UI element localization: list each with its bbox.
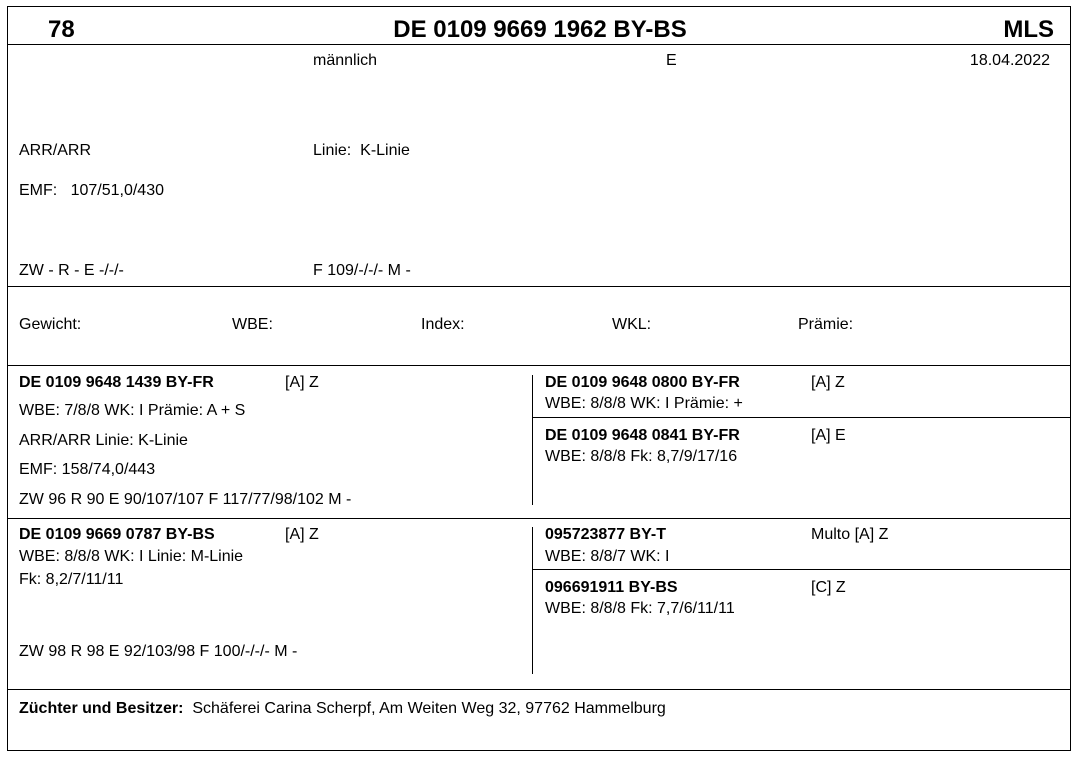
line-value: K-Linie [360, 142, 410, 159]
index-label: Index: [421, 316, 465, 333]
line-label: Linie: [313, 142, 352, 159]
header-divider [8, 44, 1070, 45]
animal-catalog-card [7, 6, 1071, 751]
sire-id: DE 0109 9648 1439 BY-FR [19, 374, 214, 391]
breeder-info [19, 699, 666, 719]
breeder-label: Züchter und Besitzer: [19, 700, 184, 717]
catalog-number: 78 [48, 16, 75, 43]
sire-dam-line-1: WBE: 8/8/8 Fk: 8,7/9/17/16 [545, 448, 738, 465]
dam-sub-divider [532, 569, 1070, 570]
zw-values: ZW - R - E -/-/- [19, 262, 124, 279]
parents-divider [8, 518, 1070, 519]
dam-sire-line-1: WBE: 8/8/7 WK: I [545, 548, 670, 565]
dam-dam-line-1: WBE: 8/8/8 Fk: 7,7/6/11/11 [545, 600, 735, 617]
footer-divider [8, 689, 1070, 690]
emf-info [19, 181, 164, 201]
sire-sire-id: DE 0109 9648 0800 BY-FR [545, 374, 740, 391]
sire-line-3: EMF: 158/74,0/443 [19, 461, 156, 478]
scores-divider [8, 365, 1070, 366]
premium-label: Prämie: [798, 316, 854, 333]
date: 18.04.2022 [969, 52, 1050, 69]
breed-code: MLS [1003, 16, 1054, 43]
sire-tags: [A] Z [285, 374, 319, 391]
line-info [313, 141, 410, 161]
sire-line-4: ZW 96 R 90 E 90/107/107 F 117/77/98/102 M - [19, 491, 352, 508]
dam-id: DE 0109 9669 0787 BY-BS [19, 526, 215, 543]
weight-label: Gewicht: [19, 316, 82, 333]
dam-dam-id: 096691911 BY-BS [545, 579, 678, 596]
info-divider [8, 286, 1070, 287]
sex: männlich [313, 52, 378, 69]
emf-value: 107/51,0/430 [70, 182, 164, 199]
sire-sub-divider [532, 417, 1070, 418]
dam-tags: [A] Z [285, 526, 319, 543]
sire-sire-line-1: WBE: 8/8/8 WK: I Prämie: + [545, 395, 743, 412]
f-values: F 109/-/-/- M - [313, 262, 411, 279]
wbe-label: WBE: [232, 316, 273, 333]
sire-sire-tags: [A] Z [811, 374, 845, 391]
dam-vertical-divider [532, 527, 533, 674]
ear-tag-title: DE 0109 9669 1962 BY-BS [393, 16, 687, 43]
sire-dam-id: DE 0109 9648 0841 BY-FR [545, 427, 740, 444]
genotype: ARR/ARR [19, 142, 92, 159]
dam-line-3: ZW 98 R 98 E 92/103/98 F 100/-/-/- M - [19, 643, 298, 660]
sire-line-1: WBE: 7/8/8 WK: I Prämie: A + S [19, 402, 246, 419]
dam-dam-tags: [C] Z [811, 579, 846, 596]
dam-line-1: WBE: 8/8/8 WK: I Linie: M-Linie [19, 548, 244, 565]
dam-line-2: Fk: 8,2/7/11/11 [19, 571, 124, 588]
category: E [666, 52, 677, 69]
wkl-label: WKL: [612, 316, 652, 333]
sire-line-2: ARR/ARR Linie: K-Linie [19, 432, 188, 449]
emf-label: EMF: [19, 182, 58, 199]
sire-dam-tags: [A] E [811, 427, 846, 444]
dam-sire-id: 095723877 BY-T [545, 526, 666, 543]
breeder-value: Schäferei Carina Scherpf, Am Weiten Weg 32, 97762 Hammelburg [192, 700, 666, 717]
dam-sire-tags: Multo [A] Z [811, 526, 889, 543]
sire-vertical-divider [532, 375, 533, 505]
